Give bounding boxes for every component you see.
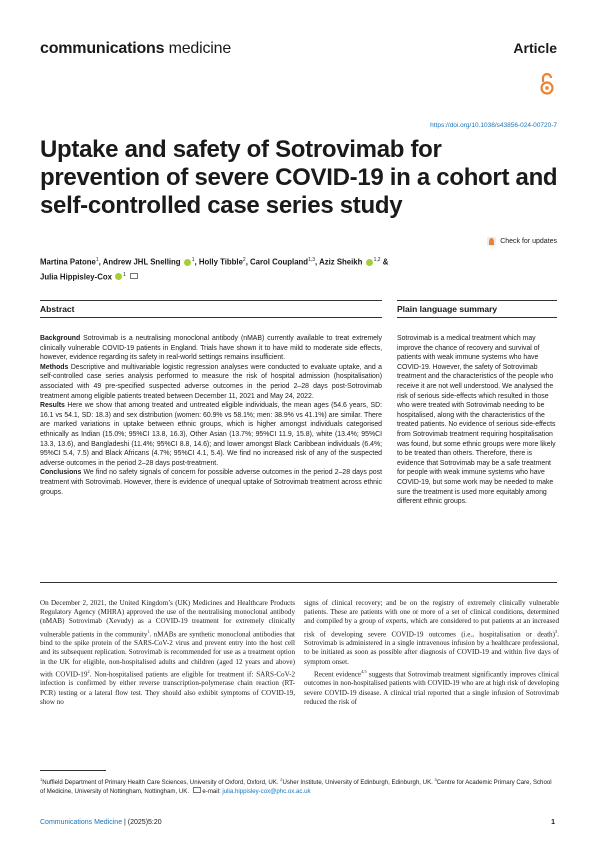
abstract-rule bbox=[40, 300, 382, 301]
abstract-results: Results Here we show that among treated and untreated eligible individuals, the mean ages (54.6 years, SD: 16.1 vs 54.1, SD: 18.3) and sex distribution (women: 60.9% vs 58.1%; men: 38.9% vs 41.1%) are similar. There are marked variations in uptake between ethnic groups, which is higher amongst individuals categorised ethnically as Indian (15.0%; 95%CI 13.8, 16.3), Other Asian (13.7%; 95%CI 11.9, 15.8), white (13.4%; 95%CI 13.3, 13.6), and Bangladeshi (11.4%; 95%CI 8.8, 14.6); and lower amongst Black Caribbean individuals (6.4%; 95%CI 5.4, 7.5) and Black Africans (4.7%; 95%CI 4.1, 5.4). We find no increased risk of any of the suspected adverse outcomes in the period 2–28 days post-treatment. bbox=[40, 402, 382, 467]
pls-heading-rule bbox=[397, 317, 557, 318]
abstract-body bbox=[40, 334, 382, 497]
plain-language-summary: Sotrovimab is a medical treatment which may improve the chance of recovery and survival of patients with weak immune systems who have COVID-19. However, the safety of Sotrovimab treatment and the characteristics of the people who receive it are not well understood. We analysed the risk of serious side-effects which resulted in those who were treated with Sotrovimab needing to be hospitalised, along with the characteristics of the treated patients. No evidence of serious side-effects from Sotrovimab treatment requiring hospitalisation was found, but some ethnic groups were more likely to be treated than others. Therefore, there is evidence that Sotrovimab may be a safe treatment for people with weak immune systems who have COVID-19, but some work may be needed to make sure the treatment is used more equitably among different ethnic groups. bbox=[397, 335, 556, 506]
reference-link[interactable]: 4,5 bbox=[361, 668, 367, 674]
email-icon bbox=[193, 787, 201, 793]
pls-heading: Plain language summary bbox=[397, 304, 498, 314]
author-name[interactable]: Holly Tibble bbox=[198, 257, 243, 267]
affiliations-footnote: $^1$Nuffield Department of Primary Health Care Sciences, University of Oxford, Oxford, UK. $^2$Usher Institute, University of Edinburgh, Edinburgh, UK. $^3$Centre for Academic Primary Care, School of Medicine, University of Nottingham, Nottingham, UK. e-mail: julia.hippisley-cox@phc.ox.ac.uk bbox=[40, 777, 552, 796]
reference-link[interactable]: 2 bbox=[87, 668, 90, 674]
page-number: 1 bbox=[551, 819, 555, 826]
orcid-icon[interactable] bbox=[366, 259, 373, 266]
pls-rule bbox=[397, 300, 557, 301]
journal-name: communications medicine bbox=[40, 40, 232, 57]
author-list: Martina Patone$^1$, Andrew JHL Snelling $^1$, Holly Tibble$^2$, Carol Coupland$^{1,3}$, Aziz Sheikh $^{1,2}$ & Julia Hippisley-Cox $^1$ bbox=[40, 257, 389, 282]
check-updates-icon bbox=[487, 237, 496, 246]
reference-link[interactable]: 1 bbox=[147, 628, 150, 634]
author-name[interactable]: Andrew JHL Snelling bbox=[102, 257, 181, 267]
abstract-heading: Abstract bbox=[40, 304, 75, 314]
footnote-rule bbox=[40, 770, 106, 771]
footer-journal-link[interactable]: Communications Medicine bbox=[40, 819, 123, 826]
abstract-conclusions: Conclusions We find no safety signals of concern for possible adverse outcomes in the period 2–28 days post treatment with Sotrovimab. However, there is evidence of unequal uptake of Sotrovimab treatment across ethnic groups. bbox=[40, 469, 382, 496]
check-updates-button[interactable] bbox=[487, 237, 557, 246]
author-name[interactable]: Martina Patone bbox=[40, 257, 96, 267]
article-type: Article bbox=[513, 40, 557, 56]
abstract-methods: Methods Descriptive and multivariable logistic regression analyses were conducted to evaluate uptake, and a self-controlled case series analysis performed to measure the risk of hospital admission (hospitalisation) associated with 49 pre-specified suspected adverse outcomes in the period 2–28 days post-Sotrovimab treatment among eligible patients treated between December 11, 2021 and May 24, 2022. bbox=[40, 363, 382, 400]
author-name[interactable]: Carol Coupland bbox=[250, 257, 309, 267]
doi-link[interactable]: https://doi.org/10.1038/s43856-024-00720-7 bbox=[430, 122, 557, 129]
abstract-bottom-rule bbox=[40, 582, 557, 583]
author-name[interactable]: Julia Hippisley-Cox bbox=[40, 272, 112, 282]
reference-link[interactable]: 3 bbox=[554, 628, 558, 634]
abstract-background: Background Sotrovimab is a neutralising monoclonal antibody (nMAB) currently available to treat extremely clinically vulnerable COVID-19 patients in England. Trials have shown it to have mild to moderate side effects, however, evidence regarding its safety in real-world settings remains insufficient. bbox=[40, 335, 382, 362]
orcid-icon[interactable] bbox=[115, 273, 122, 280]
check-updates-label: Check for updates bbox=[500, 238, 557, 245]
abstract-heading-rule bbox=[40, 317, 382, 318]
corresponding-email-link[interactable]: julia.hippisley-cox@phc.ox.ac.uk bbox=[222, 788, 311, 796]
author-name[interactable]: Aziz Sheikh bbox=[319, 257, 363, 267]
body-column-right: signs of clinical recovery; and be on the registry of extremely clinically vulnerable patients. These are patients with one or more of a set of clinical conditions, determined and compiled by a group of experts, which are considered to put patients at an increased risk of developing severe COVID-19 outcomes (i.e., hospitalisation or death)$^3$. Sotrovimab is administered in a single intravenous infusion by a healthcare professional, to be initiated as soon as possible after diagnosis of COVID-19 and within five days of symptom onset. Recent evidence$^{4,5}$ suggests that Sotrovimab treatment significantly improves clinical outcomes in non-hospitalised patients with COVID-19 who are at high risk of developing severe COVID-19 disease. A clinical trial reported that a single infusion of Sotrovimab reduced the risk of bbox=[304, 599, 559, 706]
email-icon[interactable] bbox=[130, 273, 138, 279]
body-column-left: On December 2, 2021, the United Kingdom’s (UK) Medicines and Healthcare Products Regulatory Agency (MHRA) approved the use of the neutralising monoclonal antibody (nMAB) Sotrovimab (Xevudy) as a COVID-19 treatment for extremely clinically vulnerable patients in the community$^1$. nMABs are synthetic monoclonal antibodies that bind to the spike protein of the SARS-CoV-2 virus and prevent entry into the host cell and its subsequent replication. Sotrovimab is recommended for use as a treatment option in the UK for eligible, non-hospitalised adults and children (aged 12 years and above) with COVID-$19^2$. Non-hospitalised patients are eligible for treatment if: SARS-CoV-2 infection is confirmed by either reverse transcription-polymerase chain reaction (RT-PCR) testing or a lateral flow test. They should also exhibit symptoms of COVID-19, show no bbox=[40, 599, 295, 706]
footer-citation: Communications Medicine | (2025)5:20 bbox=[40, 819, 162, 826]
open-access-icon bbox=[539, 72, 555, 96]
article-title: Uptake and safety of Sotrovimab for prevention of severe COVID-19 in a cohort and self-controlled case series study bbox=[40, 136, 558, 219]
orcid-icon[interactable] bbox=[184, 259, 191, 266]
